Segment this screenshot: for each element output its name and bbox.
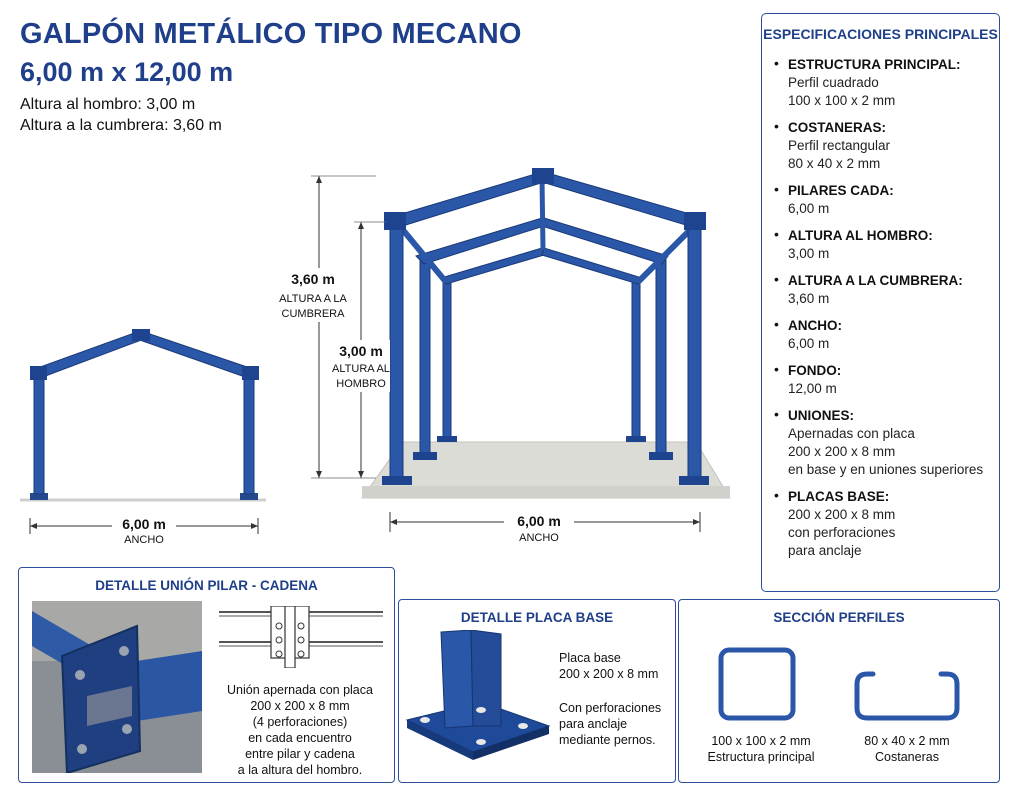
ridge-height-value: 3,60 m xyxy=(291,271,335,287)
main-width-arrow-right xyxy=(693,519,700,525)
rafter-front-right xyxy=(542,172,704,228)
square-profile-dimension: 100 x 100 x 2 mm xyxy=(711,734,811,748)
shoulder-height-text: Altura al hombro: 3,00 m xyxy=(20,96,196,113)
spec-ridge-height xyxy=(774,272,999,308)
column-stub-front xyxy=(441,630,473,728)
bolt-icon xyxy=(77,744,87,754)
specifications-list xyxy=(762,56,999,560)
purlins xyxy=(398,178,696,282)
purlin-ridge xyxy=(542,178,543,250)
square-tube-outline xyxy=(721,650,793,718)
base-plate-back-left xyxy=(437,436,457,442)
spec-label: • COSTANERAS: xyxy=(788,120,887,135)
spec-value: Perfil cuadrado 100 x 100 x 2 mm xyxy=(788,75,896,108)
anchor-hole-icon xyxy=(420,717,430,723)
bolt-icon xyxy=(75,670,85,680)
column-back-left xyxy=(443,280,451,440)
ridge-joint xyxy=(132,329,150,341)
spec-value: 12,00 m xyxy=(788,381,837,396)
base-plate-line: 200 x 200 x 8 mm xyxy=(559,667,659,681)
page-subtitle: 6,00 m x 12,00 m xyxy=(20,57,234,87)
joint-front-left xyxy=(384,212,406,230)
anchor-line: Con perforaciones xyxy=(559,701,662,715)
spec-depth xyxy=(774,362,999,398)
spec-label: • ALTURA AL HOMBRO: xyxy=(788,228,933,243)
spec-label: • ANCHO: xyxy=(788,318,842,333)
spec-value: 3,00 m xyxy=(788,246,830,261)
ridge-height-label-1: ALTURA A LA xyxy=(279,293,347,305)
base-plate-detail-title: DETALLE PLACA BASE xyxy=(460,610,614,625)
specifications-panel xyxy=(761,13,1000,592)
spec-base-plates xyxy=(774,488,999,560)
union-line: (4 perforaciones) xyxy=(252,715,348,729)
spec-label: • PLACAS BASE: xyxy=(788,489,890,504)
channel-profile-caption xyxy=(841,733,973,765)
union-photo-illustration xyxy=(32,601,202,773)
arrow-left xyxy=(30,523,37,529)
base-plate-line: Placa base xyxy=(559,651,621,665)
base-plate-anchors xyxy=(559,700,661,748)
concrete-slab-edge xyxy=(362,486,730,498)
shoulder-arrow-bottom xyxy=(358,471,364,478)
spec-purlins xyxy=(774,119,999,173)
spec-value: 200 x 200 x 8 mm con perforaciones para anclaje xyxy=(788,507,896,558)
shoulder-arrow-top xyxy=(358,222,364,229)
base-plate-illustration xyxy=(401,630,551,782)
main-width-value: 6,00 m xyxy=(517,513,561,529)
ridge-arrow-top xyxy=(316,176,322,183)
shoulder-joint-right xyxy=(242,366,259,380)
front-width-label: ANCHO xyxy=(124,534,164,546)
union-line: en cada encuentro xyxy=(248,731,352,745)
square-profile-caption xyxy=(693,733,829,765)
union-line: Unión apernada con placa xyxy=(227,683,373,697)
column-middle-right xyxy=(656,260,666,456)
base-plate-back-right xyxy=(626,436,646,442)
shoulder-height-label-2: HOMBRO xyxy=(336,378,386,390)
union-line: a la altura del hombro. xyxy=(237,763,363,777)
profile-sections-box xyxy=(678,599,1000,783)
front-width-value: 6,00 m xyxy=(122,516,166,532)
main-width-arrow-left xyxy=(390,519,397,525)
profile-sections-title: SECCIÓN PERFILES xyxy=(773,610,905,625)
channel-profile-label: Costaneras xyxy=(875,750,939,764)
base-plate-spec xyxy=(559,650,658,682)
page-title: GALPÓN METÁLICO TIPO MECANO xyxy=(20,18,522,50)
square-profile-label: Estructura principal xyxy=(707,750,815,764)
base-plate-middle-left xyxy=(413,452,437,460)
spec-label: • PILARES CADA: xyxy=(788,183,894,198)
rafter-right xyxy=(137,332,256,378)
anchor-line: mediante pernos. xyxy=(559,733,656,747)
union-detail-title: DETALLE UNIÓN PILAR - CADENA xyxy=(95,578,318,593)
shoulder-height-label-1: ALTURA AL xyxy=(332,363,390,375)
bolt-icon xyxy=(122,724,132,734)
arrow-right xyxy=(251,523,258,529)
union-schematic xyxy=(219,606,387,668)
union-detail-box xyxy=(18,567,395,783)
spec-value: 6,00 m xyxy=(788,336,830,351)
base-plate-middle-right xyxy=(649,452,673,460)
spec-value: Apernadas con placa 200 x 200 x 8 mm en base y en uniones superiores xyxy=(788,426,984,477)
ridge-arrow-bottom xyxy=(316,471,322,478)
base-plate-detail-box xyxy=(398,599,676,783)
spec-value: Perfil rectangular 80 x 40 x 2 mm xyxy=(788,138,891,171)
union-line: 200 x 200 x 8 mm xyxy=(250,699,350,713)
spec-joints xyxy=(774,407,999,479)
shoulder-height-value: 3,00 m xyxy=(339,343,383,359)
spec-main-structure xyxy=(774,56,999,110)
base-plate-front-right xyxy=(679,476,709,485)
column-middle-left xyxy=(420,260,430,456)
spec-label: • ALTURA A LA CUMBRERA: xyxy=(788,273,963,288)
channel-profile-dimension: 80 x 40 x 2 mm xyxy=(864,734,950,748)
spec-label: • ESTRUCTURA PRINCIPAL: xyxy=(788,57,961,72)
channel-profile-icon xyxy=(853,670,961,722)
front-view-diagram xyxy=(14,320,274,550)
column-back-right xyxy=(632,280,640,440)
column-profile xyxy=(285,606,295,668)
spec-width xyxy=(774,317,999,353)
base-plate-front-left xyxy=(382,476,412,485)
rafter-front-left xyxy=(388,172,544,228)
ridge-height-label-2: CUMBRERA xyxy=(281,308,345,320)
joint-front-right xyxy=(684,212,706,230)
bolt-icon xyxy=(119,646,129,656)
column-right xyxy=(244,372,254,494)
spec-value: 6,00 m xyxy=(788,201,830,216)
column-front-right xyxy=(688,224,701,482)
ridge-height-text: Altura a la cumbrera: 3,60 m xyxy=(20,117,222,134)
main-width-label: ANCHO xyxy=(519,532,559,544)
shoulder-joint-left xyxy=(30,366,47,380)
spec-label: • FONDO: xyxy=(788,363,842,378)
header xyxy=(20,18,522,136)
frame-back xyxy=(437,248,646,442)
column-front-left xyxy=(390,224,403,482)
spec-column-spacing xyxy=(774,182,999,218)
rafter-left xyxy=(32,332,144,378)
spec-shoulder-height xyxy=(774,227,999,263)
anchor-hole-icon xyxy=(476,707,486,713)
anchor-line: para anclaje xyxy=(559,717,628,731)
spec-label: • UNIONES: xyxy=(788,408,855,423)
union-line: entre pilar y cadena xyxy=(245,747,355,761)
union-description xyxy=(215,682,385,778)
perspective-diagram xyxy=(276,160,746,545)
square-profile-icon xyxy=(717,646,797,722)
specifications-title: ESPECIFICACIONES PRINCIPALES xyxy=(763,26,998,42)
joint-front-ridge xyxy=(532,168,554,184)
column-stub-side xyxy=(471,630,501,726)
c-channel-outline xyxy=(857,674,957,718)
anchor-hole-icon xyxy=(476,739,486,745)
anchor-hole-icon xyxy=(518,723,528,729)
column-left xyxy=(34,372,44,494)
spec-value: 3,60 m xyxy=(788,291,830,306)
